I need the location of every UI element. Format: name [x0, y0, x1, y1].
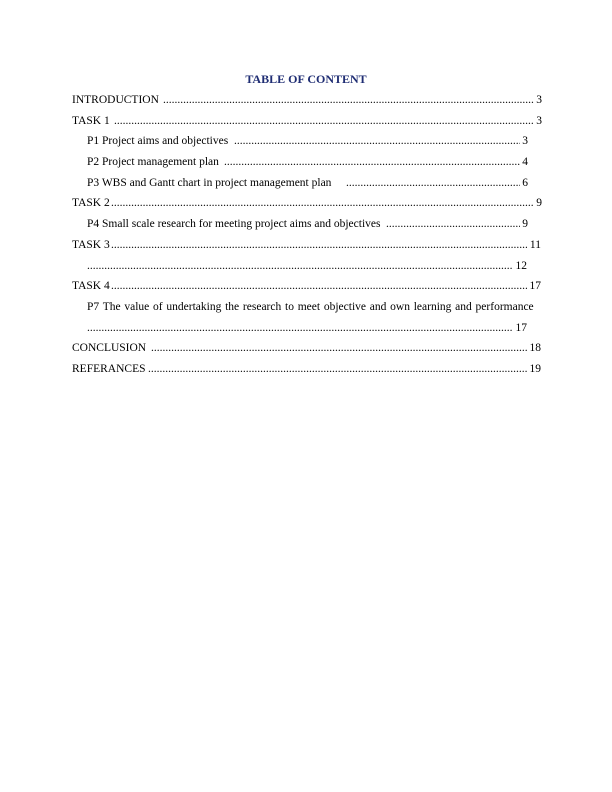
toc-entry[interactable] — [0, 300, 612, 321]
toc-entry-label: P3 WBS and Gantt chart in project management plan — [87, 176, 332, 189]
toc-entry-label: P4 Small scale research for meeting project aims and objectives — [87, 218, 381, 231]
toc-leader-dots — [386, 217, 520, 231]
toc-entry-label: TASK 2 — [72, 197, 110, 210]
toc-page-number: 6 — [522, 176, 528, 189]
toc-entry[interactable] — [0, 114, 612, 135]
toc-page-number: 3 — [536, 114, 542, 127]
toc-leader-dots — [111, 238, 527, 252]
toc-page-number: 9 — [536, 197, 542, 210]
toc-entry[interactable] — [0, 196, 612, 217]
toc-page-number: 17 — [529, 280, 541, 293]
toc-leader-dots — [87, 259, 513, 273]
toc-page-number: 3 — [536, 94, 542, 106]
toc-page-number: 18 — [529, 342, 541, 355]
toc-entry-label: CONCLUSION — [72, 342, 147, 355]
toc-title: TABLE OF CONTENT — [245, 72, 367, 86]
toc-entry[interactable] — [0, 341, 612, 362]
toc-entry[interactable] — [0, 321, 612, 342]
toc-page-number: 17 — [515, 321, 527, 334]
toc-entry-label: TASK 1 — [72, 114, 110, 127]
toc-leader-dots — [148, 362, 527, 376]
toc-entry[interactable] — [0, 279, 612, 300]
toc-entry-label: P2 Project management plan — [87, 156, 219, 169]
toc-entry[interactable] — [0, 238, 612, 259]
toc-entry-label: REFERANCES — [72, 362, 146, 375]
toc-leader-dots — [224, 155, 520, 169]
toc-entry[interactable] — [0, 134, 612, 155]
toc-entry[interactable] — [0, 176, 612, 197]
toc-page-number: 11 — [529, 238, 541, 251]
toc-entry[interactable] — [0, 259, 612, 280]
toc-leader-dots — [111, 196, 534, 210]
toc-leader-dots — [114, 114, 534, 128]
toc-entry-label: P7 The value of undertaking the research to meet objective and own learning and performance — [87, 300, 534, 313]
toc-leader-dots — [111, 279, 527, 293]
toc-page-number: 12 — [515, 259, 527, 272]
toc-entry-label: TASK 4 — [72, 280, 110, 293]
toc-page-number: 19 — [529, 362, 541, 375]
toc-entry[interactable] — [0, 217, 612, 238]
toc-entry-label: P1 Project aims and objectives — [87, 135, 229, 148]
toc-page-number: 4 — [522, 156, 528, 169]
toc-leader-dots — [87, 321, 513, 335]
toc-list — [0, 93, 612, 383]
toc-leader-dots — [234, 134, 520, 148]
toc-entry[interactable] — [0, 93, 612, 114]
toc-entry[interactable] — [0, 155, 612, 176]
toc-leader-dots — [163, 93, 534, 107]
toc-entry[interactable] — [0, 362, 612, 383]
toc-page-number: 9 — [522, 218, 528, 231]
toc-leader-dots — [151, 341, 527, 355]
toc-leader-dots — [346, 176, 520, 190]
toc-entry-label: TASK 3 — [72, 238, 110, 251]
toc-entry-label: INTRODUCTION — [72, 94, 159, 106]
toc-page-number: 3 — [522, 135, 528, 148]
